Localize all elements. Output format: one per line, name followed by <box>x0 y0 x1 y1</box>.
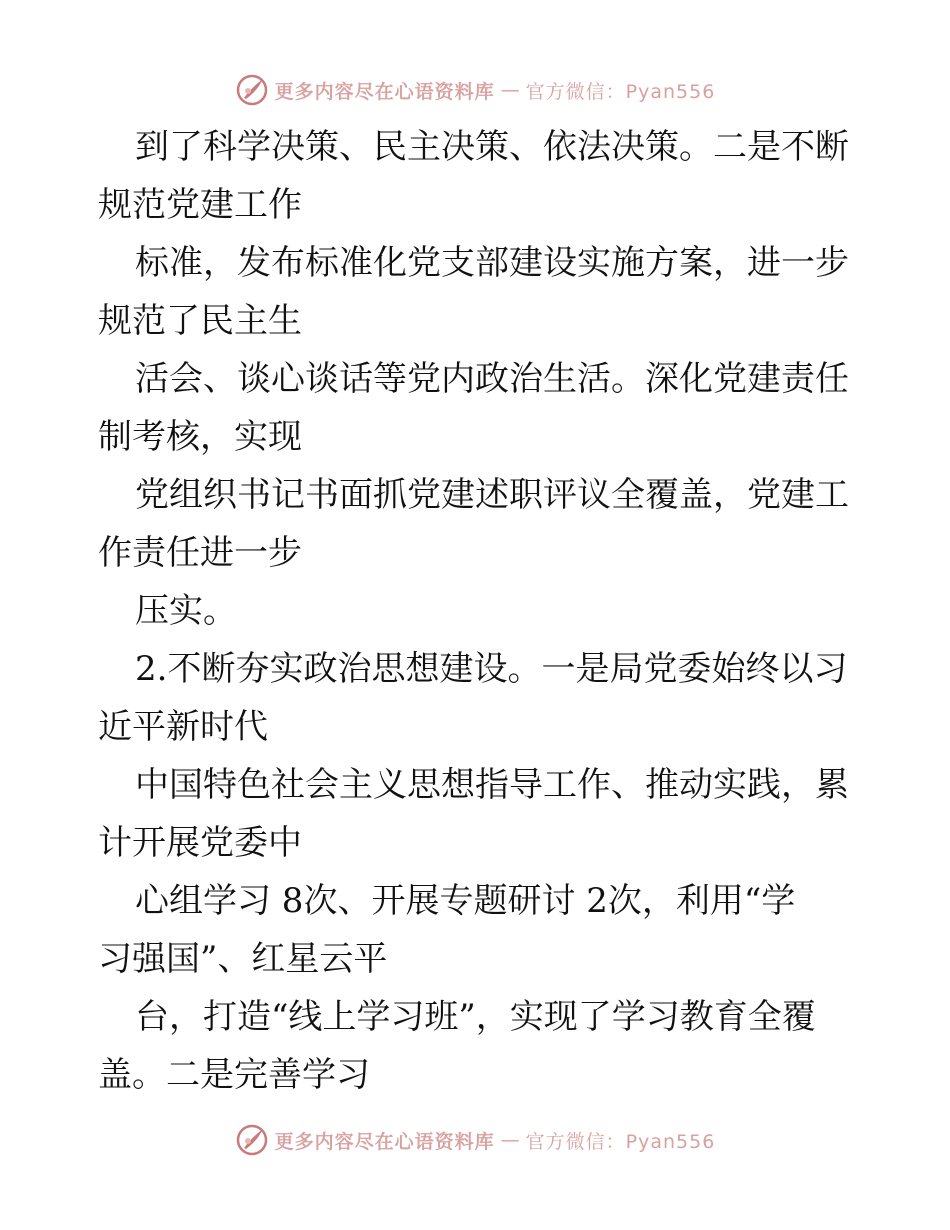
watermark-wechat-text: 官方微信：Pyan556 <box>525 80 716 103</box>
paragraph-first-line: 党组织书记书面抓党建述职评议全覆盖，党建工 <box>135 475 849 515</box>
paragraph-continuation: 制考核，实现 <box>98 417 302 457</box>
paragraph-first-line: 心组学习 8次、开展专题研讨 2次，利用“学 <box>135 881 796 921</box>
paragraph-first-line: 2.不断夯实政治思想建设。一是局党委始终以习 <box>135 649 848 689</box>
quill-logo-icon <box>235 73 269 107</box>
paragraph-first-line: 压实。 <box>135 591 237 631</box>
watermark-main-text: 更多内容尽在心语资料库 <box>274 1130 495 1153</box>
paragraph-first-line: 中国特色社会主义思想指导工作、推动实践，累 <box>135 765 849 805</box>
quill-logo-icon <box>235 1123 269 1157</box>
paragraph-continuation: 盖。二是完善学习 <box>98 1055 370 1095</box>
paragraph <box>98 640 858 756</box>
paragraph-continuation: 规范党建工作 <box>98 185 302 225</box>
watermark <box>235 73 716 107</box>
watermark-wechat-text: 官方微信：Pyan556 <box>525 1130 716 1153</box>
paragraph-first-line: 标准，发布标准化党支部建设实施方案，进一步 <box>135 243 849 283</box>
paragraph-continuation: 规范了民主生 <box>98 301 302 341</box>
paragraph <box>98 466 858 582</box>
paragraph-first-line: 台，打造“线上学习班”，实现了学习教育全覆 <box>135 997 816 1037</box>
paragraph <box>98 234 858 350</box>
paragraph <box>98 118 858 234</box>
paragraph-continuation: 计开展党委中 <box>98 823 302 863</box>
paragraph-continuation: 习强国”、红星云平 <box>98 939 388 979</box>
page-header-watermark <box>0 70 950 110</box>
paragraph-first-line: 活会、谈心谈话等党内政治生活。深化党建责任 <box>135 359 849 399</box>
paragraph-continuation: 作责任进一步 <box>98 533 302 573</box>
watermark-dash: — <box>500 1129 520 1151</box>
paragraph-continuation: 近平新时代 <box>98 707 268 747</box>
watermark-main-text: 更多内容尽在心语资料库 <box>274 80 495 103</box>
paragraph <box>98 872 858 988</box>
watermark <box>235 1123 716 1157</box>
paragraph <box>98 350 858 466</box>
document-body <box>98 118 858 1104</box>
paragraph-first-line: 到了科学决策、民主决策、依法决策。二是不断 <box>135 127 849 167</box>
paragraph <box>98 988 858 1104</box>
page-footer-watermark <box>0 1120 950 1160</box>
paragraph <box>98 756 858 872</box>
watermark-dash: — <box>500 79 520 101</box>
paragraph <box>98 582 858 640</box>
